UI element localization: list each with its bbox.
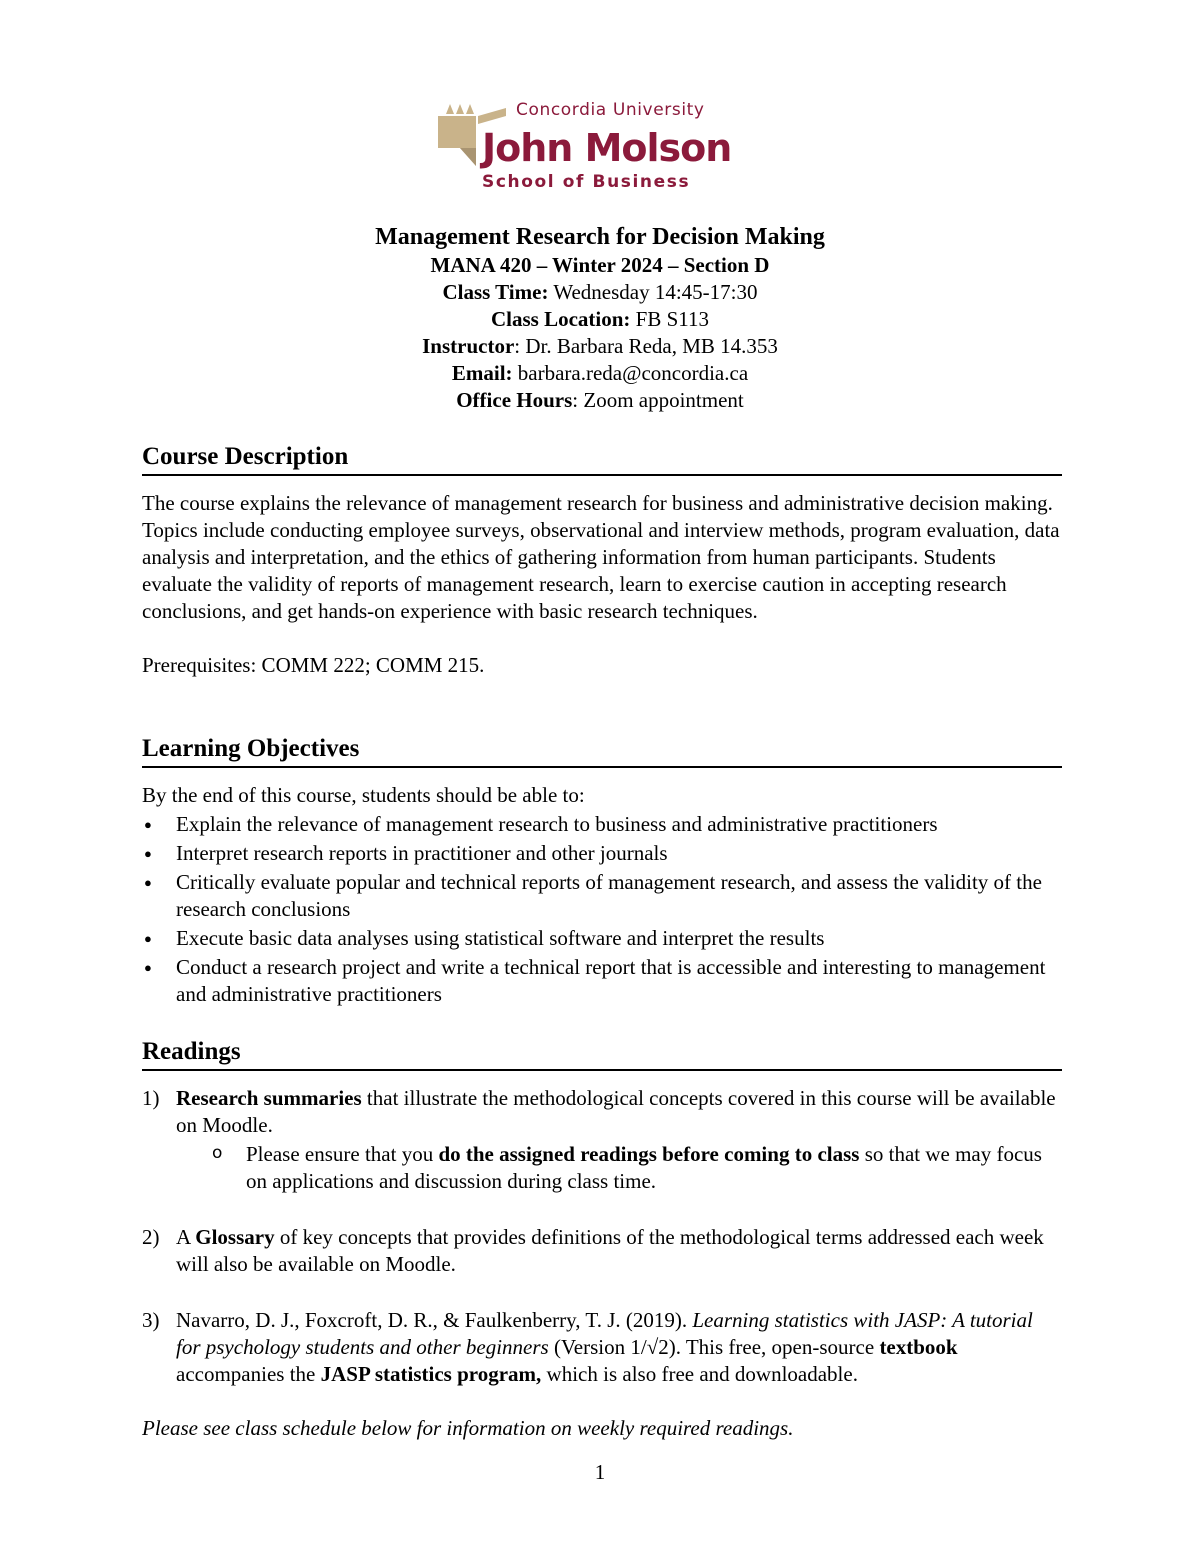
readings-note: Please see class schedule below for information on weekly required readings. <box>142 1416 794 1440</box>
sub-text-pre: Please ensure that you <box>246 1142 439 1166</box>
reading-number: 3) <box>142 1308 160 1332</box>
reading-number: 1) <box>142 1086 160 1110</box>
learning-objectives-heading: Learning Objectives <box>142 733 1062 768</box>
logo-school-suffix: School of Business <box>482 172 691 192</box>
course-description-section <box>142 441 1062 679</box>
reading-text-mid2: accompanies the <box>176 1362 321 1386</box>
objectives-list <box>142 811 1062 1008</box>
objective-item: ● Critically evaluate popular and technical reports of management research, and assess the validity of the research conclusions <box>142 869 1062 923</box>
reading-text-pre: A <box>176 1225 196 1249</box>
course-line: MANA 420 – Winter 2024 – Section D <box>430 253 770 277</box>
class-location-value: FB S113 <box>630 307 710 331</box>
reading-sub-item <box>176 1141 1062 1195</box>
objective-item: ● Interpret research reports in practitioner and other journals <box>142 840 1062 867</box>
reading-item-1 <box>142 1085 1062 1195</box>
book-title: Learning statistics with JASP: A tutorial for psychology students and other beginners <box>176 1308 1033 1359</box>
reading-text-mid: (Version 1/√2). This free, open-source <box>548 1335 880 1359</box>
email-value[interactable]: barbara.reda@concordia.ca <box>512 361 749 385</box>
logo-university-text: Concordia University <box>516 100 705 120</box>
readings-list <box>142 1085 1062 1388</box>
sub-text-post: so that we may focus on applications and discussion during class time. <box>246 1142 1042 1193</box>
office-hours-line <box>0 387 1200 414</box>
objective-item: ● Explain the relevance of management research to business and administrative practitioners <box>142 811 1062 838</box>
office-hours-label: Office Hours <box>456 388 573 412</box>
jmsb-logo <box>438 100 732 195</box>
class-time-value: Wednesday 14:45-17:30 <box>548 280 758 304</box>
objective-item: ● Execute basic data analyses using statistical software and interpret the results <box>142 925 1062 952</box>
reading-number: 2) <box>142 1225 160 1249</box>
reading-bold-jasp: JASP statistics program, <box>320 1362 542 1386</box>
objectives-intro: By the end of this course, students should be able to: <box>142 783 585 807</box>
logo-school-name: John Molson <box>482 126 732 170</box>
email-label: Email: <box>451 361 513 385</box>
class-time-line <box>0 279 1200 306</box>
reading-bold-textbook: textbook <box>879 1335 958 1359</box>
reading-bold: Research summaries <box>176 1086 362 1110</box>
instructor-label: Instructor <box>422 334 515 358</box>
readings-section <box>142 1036 1062 1442</box>
objective-item: ● Conduct a research project and write a technical report that is accessible and interesting to management and administrative practitioners <box>142 954 1062 1008</box>
reading-text-pre: Navarro, D. J., Foxcroft, D. R., & Faulkenberry, T. J. (2019). <box>176 1308 693 1332</box>
prerequisites-text: Prerequisites: COMM 222; COMM 215. <box>142 653 485 677</box>
sub-text-bold: do the assigned readings before coming to class <box>438 1142 860 1166</box>
email-line <box>0 360 1200 387</box>
class-time-label: Class Time: <box>442 280 549 304</box>
reading-item-2 <box>142 1224 1062 1278</box>
class-location-line <box>0 306 1200 333</box>
sub-bullet-icon: o <box>212 1143 223 1163</box>
instructor-value: : Dr. Barbara Reda, MB 14.353 <box>514 334 778 358</box>
reading-text: of key concepts that provides definitions of the methodological terms addressed each week will also be available on Moodle. <box>176 1225 1044 1276</box>
learning-objectives-section <box>142 733 1062 1010</box>
course-description-body: The course explains the relevance of management research for business and administrative decision making. Topics include conducting employee surveys, observational and interview methods, program evaluation, data analysis and interpretation, and the ethics of gathering information from human participants. Students evaluate the validity of reports of management research, learn to exercise caution in accepting research conclusions, and get hands-on experience with basic research techniques. <box>142 491 1060 623</box>
reading-bold: Glossary <box>195 1225 275 1249</box>
reading-text-end: which is also free and downloadable. <box>541 1362 858 1386</box>
reading-item-3 <box>142 1307 1062 1388</box>
course-title: Management Research for Decision Making <box>375 224 825 250</box>
instructor-line <box>0 333 1200 360</box>
reading-text: that illustrate the methodological concepts covered in this course will be available on Moodle. <box>176 1086 1056 1137</box>
page-number: 1 <box>594 1460 606 1484</box>
class-location-label: Class Location: <box>490 307 631 331</box>
office-hours-value: : Zoom appointment <box>572 388 744 412</box>
course-header <box>0 222 1200 414</box>
readings-heading: Readings <box>142 1036 1062 1071</box>
course-description-heading: Course Description <box>142 441 1062 476</box>
